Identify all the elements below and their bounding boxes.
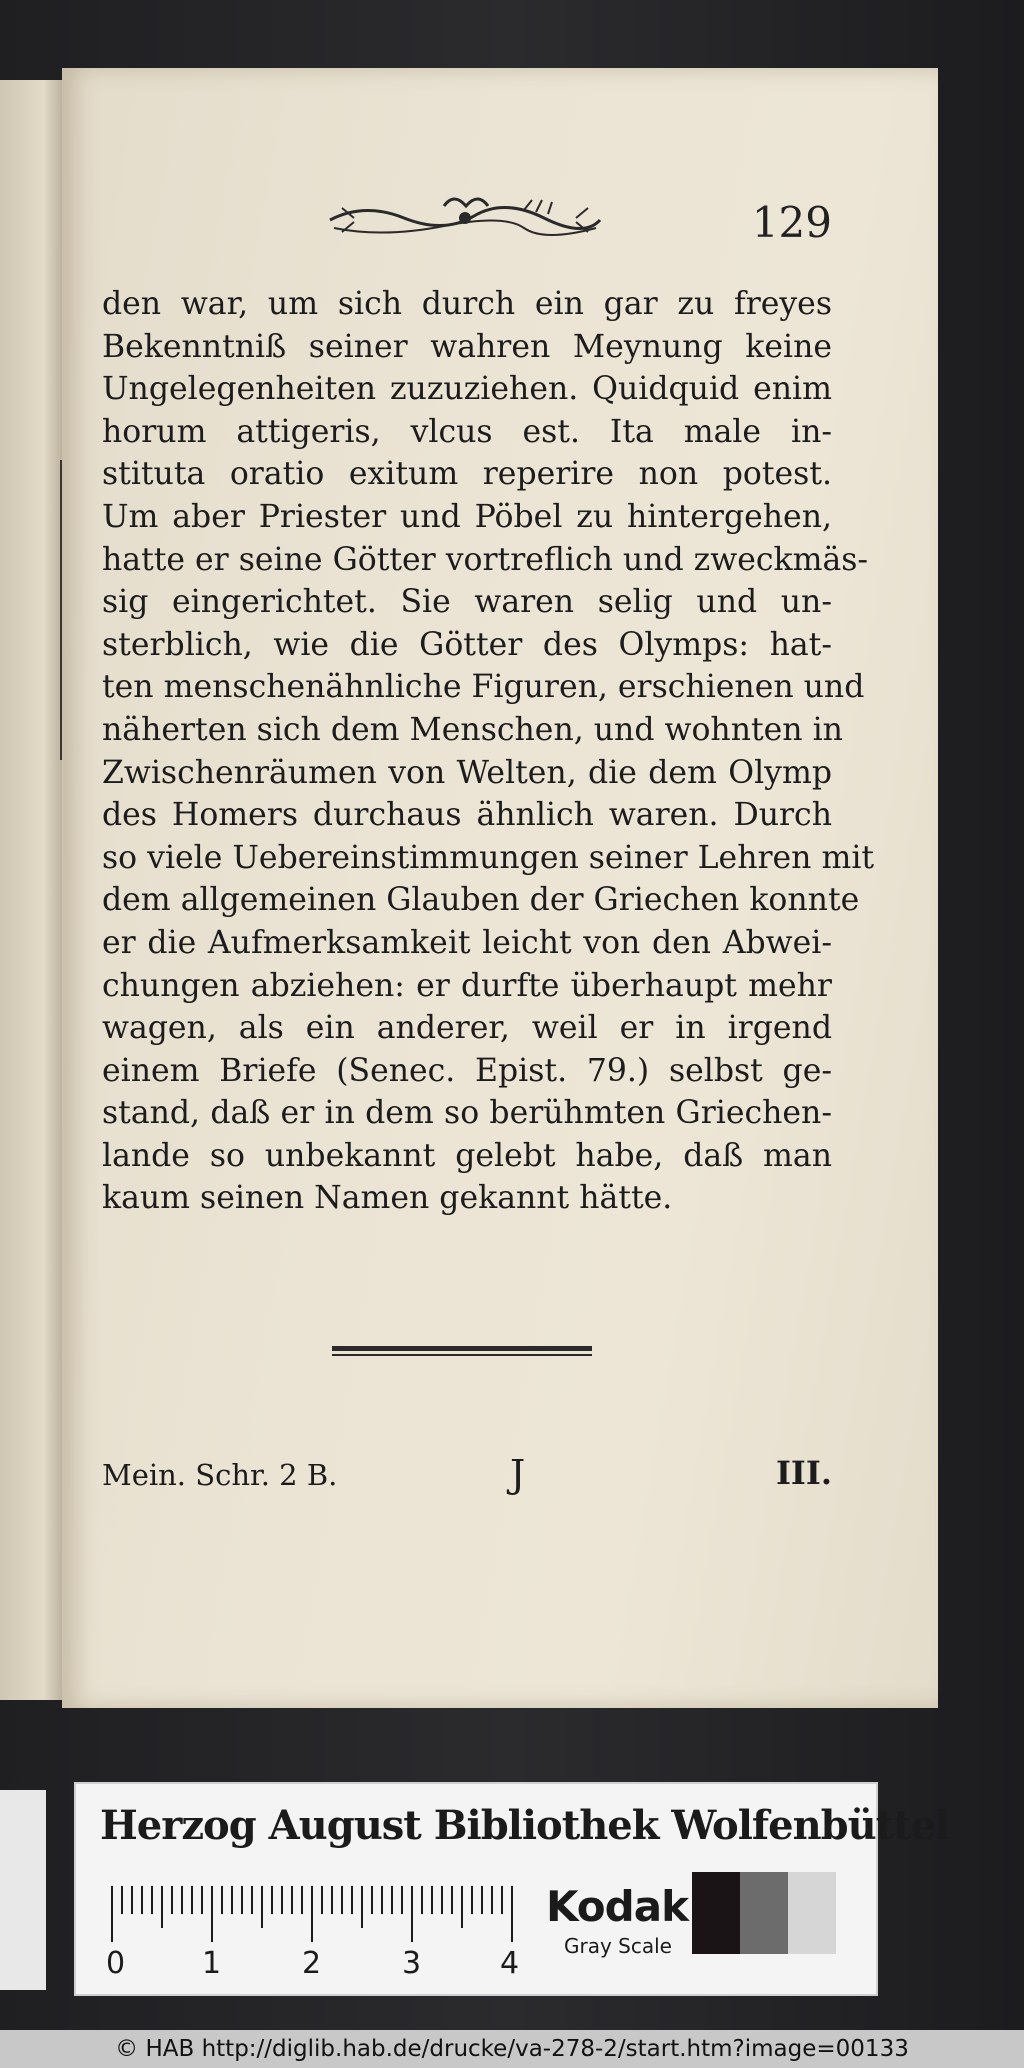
text-line: hatte er seine Götter vortreflich und zweckmäs- — [102, 541, 869, 578]
institution-name: Herzog August Bibliothek Wolfenbüttel — [100, 1802, 950, 1849]
ornament-vignette — [324, 188, 606, 248]
text-line: er die Aufmerksamkeit leicht von den Abwei- — [102, 924, 832, 961]
text-line: den war, um sich durch ein gar zu freyes — [102, 286, 832, 322]
text-line: Um aber Priester und Pöbel zu hintergehen, — [102, 498, 832, 535]
signature-mark: Mein. Schr. 2 B. — [102, 1458, 338, 1492]
text-line: näherten sich dem Menschen, und wohnten in — [102, 711, 843, 748]
text-line: stand, daß er in dem so berühmten Griechen- — [102, 1095, 832, 1132]
color-target-card — [74, 1782, 950, 1996]
text-line: dem allgemeinen Glauben der Griechen konnte — [102, 882, 860, 919]
gray-patch-mid — [740, 1872, 788, 1954]
book-page — [62, 68, 938, 1708]
text-line: ten menschenähnliche Figuren, erschienen und — [102, 669, 865, 706]
text-line: wagen, als ein anderer, weil er in irgend — [102, 1010, 832, 1047]
ruler-digit: 0 — [106, 1946, 126, 1981]
text-line: sterblich, wie die Götter des Olymps: hat- — [102, 626, 832, 663]
text-line: Bekenntniß seiner wahren Meynung keine — [102, 328, 832, 365]
previous-page-edge — [0, 80, 62, 1700]
body-text — [102, 283, 875, 1220]
adjacent-target-card-edge — [0, 1790, 46, 1990]
ruler-digit: 2 — [302, 1946, 322, 1981]
text-line: des Homers durchaus ähnlich waren. Durch — [102, 797, 832, 834]
text-line: Ungelegenheiten zuzuziehen. Quidquid enim — [102, 371, 832, 408]
text-line: chungen abziehen: er durfte überhaupt mehr — [102, 967, 832, 1004]
measurement-ruler — [106, 1884, 520, 1984]
ruler-digit: 3 — [402, 1946, 422, 1981]
ruler-ticks — [106, 1884, 516, 1944]
text-line: kaum seinen Namen gekannt hätte. — [102, 1180, 673, 1217]
ruler-digit: 4 — [500, 1946, 520, 1981]
signature-letter: J — [510, 1452, 526, 1496]
copyright-credit: © HAB http://diglib.hab.de/drucke/va-278-2/start.htm?image=00133 — [0, 2030, 1024, 2068]
gray-patch-dark — [692, 1872, 740, 1954]
page-footer — [102, 1452, 832, 1502]
text-line: Zwischenräumen von Welten, die dem Olymp — [102, 754, 832, 791]
text-line: horum attigeris, vlcus est. Ita male in- — [102, 413, 832, 450]
gray-scale-label: Gray Scale — [564, 1934, 672, 1958]
text-line: einem Briefe (Senec. Epist. 79.) selbst ge- — [102, 1052, 832, 1089]
ruler-digit: 1 — [202, 1946, 222, 1981]
catchword: III. — [775, 1454, 832, 1492]
gray-patch-light — [788, 1872, 836, 1954]
text-line: lande so unbekannt gelebt habe, daß man — [102, 1137, 832, 1174]
text-line: sig eingerichtet. Sie waren selig und un- — [102, 584, 832, 621]
text-line: stituta oratio exitum reperire non potest. — [102, 456, 832, 493]
section-end-rule — [332, 1346, 592, 1356]
text-line: so viele Uebereinstimmungen seiner Lehren mit — [102, 839, 875, 876]
page-number: 129 — [751, 198, 832, 247]
kodak-logo: Kodak — [546, 1882, 688, 1931]
